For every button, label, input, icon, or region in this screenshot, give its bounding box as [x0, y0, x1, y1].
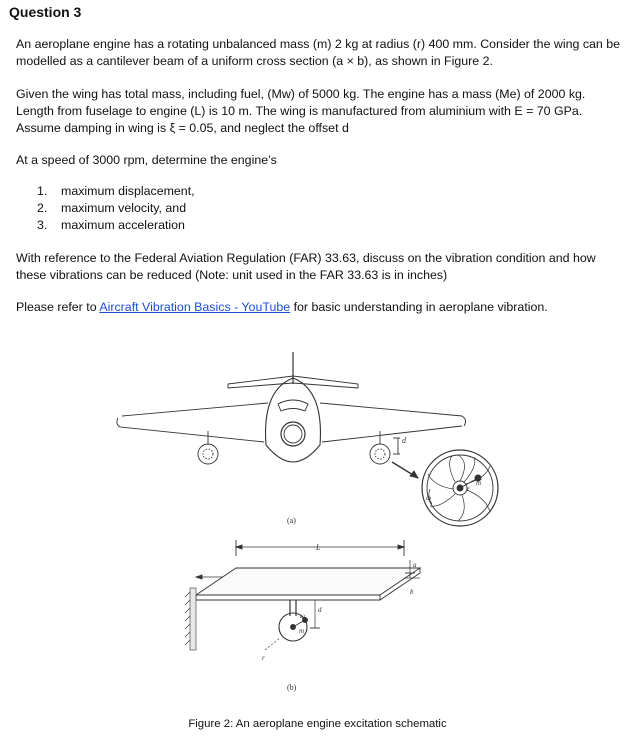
omega-label-bottom: ω — [300, 612, 305, 620]
subfigure-label-b: (b) — [287, 683, 297, 692]
far-discussion-paragraph: With reference to the Federal Aviation Regulation (FAR) 33.63, discuss on the vibration condition and how these vibrations can be reduced (Note: unit used in the FAR 33.63 is in inches) — [16, 251, 596, 282]
section-width-label: b — [410, 588, 414, 596]
aeroplane-front-view — [117, 352, 498, 526]
youtube-link[interactable]: Aircraft Vibration Basics - YouTube — [99, 300, 291, 314]
section-depth-label: a — [413, 561, 417, 569]
radius-label-bottom: r — [262, 654, 265, 662]
subfigure-label-a: (a) — [287, 516, 296, 525]
task-text: maximum velocity, and — [61, 201, 187, 215]
task-text: maximum acceleration — [61, 218, 185, 232]
radius-label-top: r — [467, 485, 470, 493]
reference-suffix: for basic understanding in aeroplane vibration. — [290, 300, 548, 314]
task-number: 1. — [37, 184, 48, 198]
length-label: L — [316, 543, 321, 552]
problem-statement-paragraph: An aeroplane engine has a rotating unbalanced mass (m) 2 kg at radius (r) 400 mm. Consider the wing can be modelled as a cantilever beam of a uniform cross section (a × b), as shown in Figure 2. — [16, 37, 621, 68]
mass-label-bottom: m — [299, 627, 305, 635]
task-number: 3. — [37, 218, 48, 232]
task-number: 2. — [37, 201, 48, 215]
speed-paragraph: At a speed of 3000 rpm, determine the engine’s — [16, 153, 277, 167]
question-heading: Question 3 — [9, 4, 82, 20]
mass-label-top: m — [476, 479, 482, 487]
task-text: maximum displacement, — [61, 184, 195, 198]
given-data-paragraph: Given the wing has total mass, including fuel, (Mw) of 5000 kg. The engine has a mass (Me) of 2000 kg. Length from fuselage to engine (L) is 10 m. The wing is manufactured from aluminium with E = 70 GPa. Assume damping in wing is ξ = 0.05, and neglect the offset d — [16, 87, 586, 135]
figure-caption: Figure 2: An aeroplane engine excitation schematic — [188, 718, 447, 730]
reference-prefix: Please refer to — [16, 300, 100, 314]
omega-label-top: ω — [426, 494, 431, 502]
offset-label-bottom: d — [318, 606, 322, 614]
cantilever-beam-model — [185, 540, 420, 662]
offset-label-top: d — [402, 436, 406, 445]
